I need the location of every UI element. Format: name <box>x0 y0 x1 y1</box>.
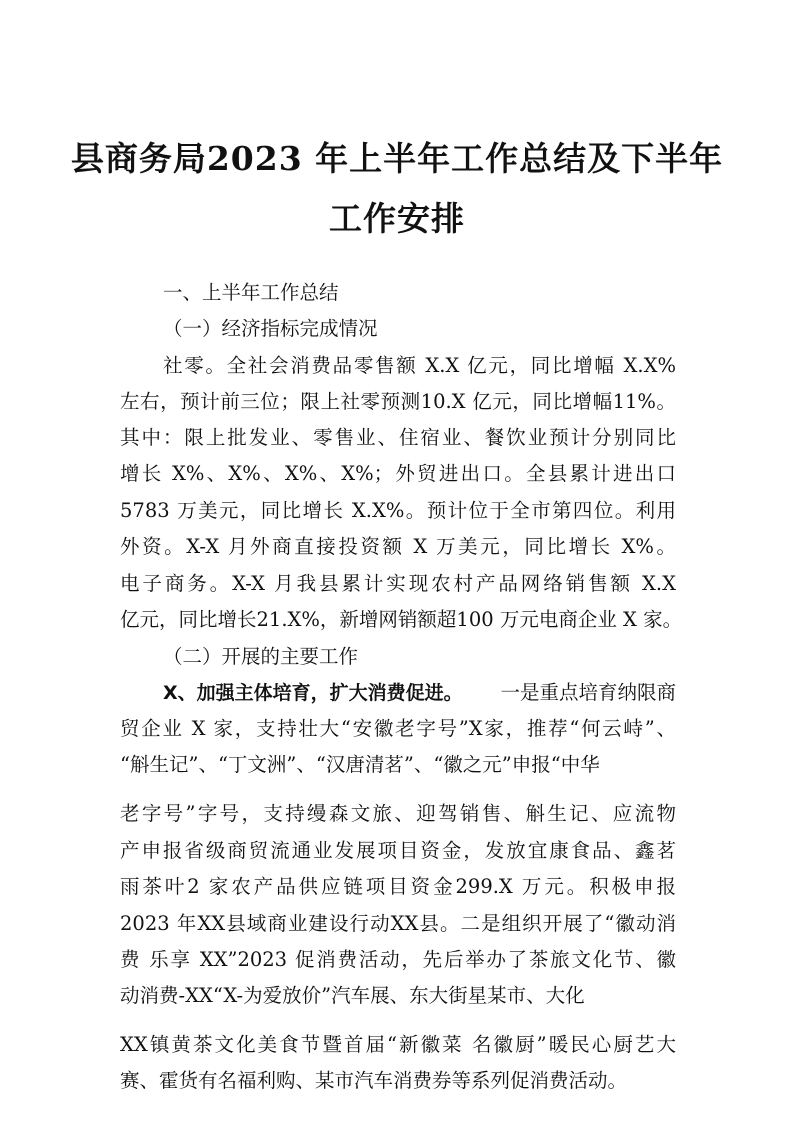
body-line: 社零。全社会消费品零售额 X.X 亿元，同比增幅 X.X% <box>163 354 676 377</box>
section-heading: 一、上半年工作总结 <box>163 281 339 304</box>
subsection-heading: （二）开展的主要工作 <box>163 645 359 668</box>
body-line: 动消费-XX“X-为爱放价”汽车展、东大街星某市、大化 <box>120 984 585 1007</box>
paragraph-lead-rest: 一是重点培育纳限商 <box>500 681 676 704</box>
body-line: “斛生记”、“丁文洲”、“汉唐清茗”、“徽之元”申报“中华 <box>120 753 600 776</box>
body-line: 2023 年XX县域商业建设行动XX县。二是组织开展了“徽动消 <box>120 912 676 935</box>
body-line: 电子商务。X-X 月我县累计实现农村产品网络销售额 X.X <box>120 572 676 595</box>
document-title-line2: 工作安排 <box>329 199 465 238</box>
body-line: 左右，预计前三位；限上社零预测10.X 亿元，同比增幅11%。 <box>120 390 676 413</box>
subsection-heading: （一）经济指标完成情况 <box>163 317 378 340</box>
body-line: 雨茶叶2 家农产品供应链项目资金299.X 万元。积极申报 <box>120 875 676 898</box>
body-line: 增长 X%、X%、X%、X%；外贸进出口。全县累计进出口 <box>120 462 676 485</box>
body-line: 外资。X-X 月外商直接投资额 X 万美元，同比增长 X%。 <box>120 535 676 558</box>
paragraph-lead-bold: X、加强主体培育，扩大消费促进。 <box>163 682 463 704</box>
body-line: XX镇黄茶文化美食节暨首届“新徽菜 名徽厨”暖民心厨艺大 <box>120 1033 676 1056</box>
body-line: 其中：限上批发业、零售业、住宿业、餐饮业预计分别同比 <box>120 426 676 449</box>
body-line: 5783 万美元，同比增长 X.X%。预计位于全市第四位。利用 <box>120 499 676 522</box>
body-line: 老字号”字号，支持缦森文旅、迎驾销售、斛生记、应流物 <box>120 802 676 825</box>
body-line: 产申报省级商贸流通业发展项目资金，发放宜康食品、鑫茗 <box>120 839 676 862</box>
body-line-with-lead <box>163 679 676 707</box>
body-line: 赛、霍货有名福利购、某市汽车消费券等系列促消费活动。 <box>120 1069 628 1092</box>
body-line: 费 乐享 XX”2023 促消费活动，先后举办了茶旅文化节、徽 <box>120 948 676 971</box>
document-title-line1: 县商务局2023 年上半年工作总结及下半年 <box>70 139 724 178</box>
body-line: 亿元，同比增长21.X%，新增网销额超100 万元电商企业 X 家。 <box>120 608 683 631</box>
body-line: 贸企业 X 家，支持壮大“安徽老字号”X家，推荐“何云峙”、 <box>120 717 676 740</box>
